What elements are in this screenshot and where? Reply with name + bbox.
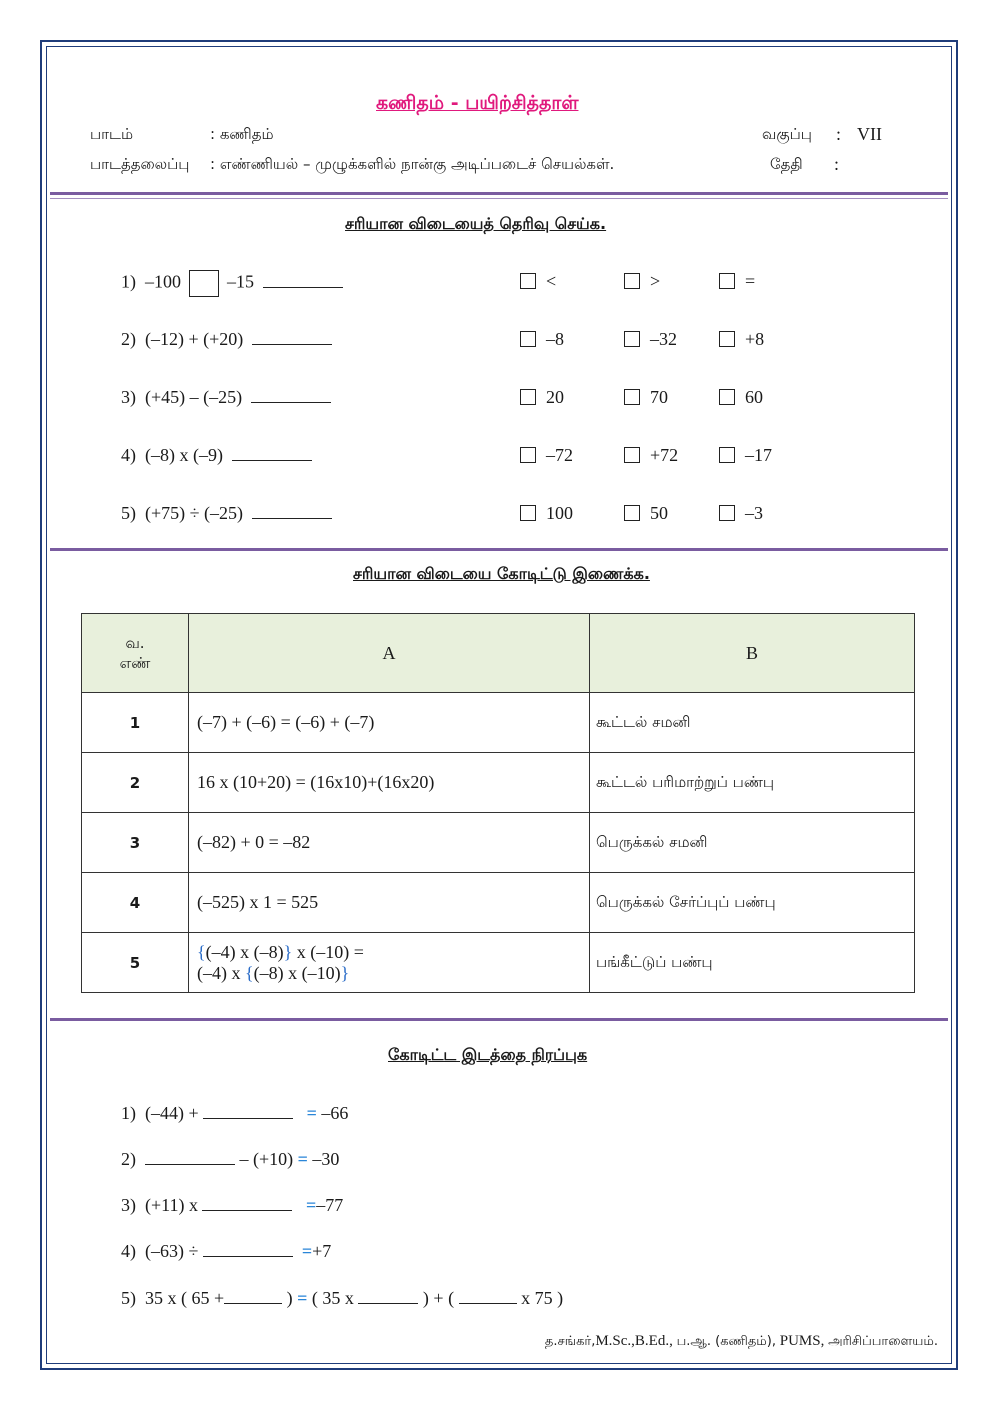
fill-question-5: 5) 35 x ( 65 + ) = ( 35 x ) + ( x 75 ) [121,1288,564,1308]
fill-question-4: 4) (–63) ÷ =+7 [121,1241,332,1261]
option-4a[interactable]: –72 [520,445,573,466]
option-2b[interactable]: –32 [624,329,677,350]
option-1a[interactable]: < [520,271,556,292]
checkbox-icon[interactable] [624,331,640,347]
fill-blank[interactable] [358,1289,418,1304]
option-5a[interactable]: 100 [520,503,573,524]
option-3a[interactable]: 20 [520,387,564,408]
fill-blank[interactable] [203,1104,293,1119]
option-4b[interactable]: +72 [624,445,678,466]
question-1-left: –100 [145,271,181,292]
fill-blank[interactable] [145,1150,235,1165]
option-5c[interactable]: –3 [719,503,763,524]
checkbox-icon[interactable] [520,447,536,463]
topic-label: பாடத்தலைப்பு [90,155,190,173]
section1-heading: சரியான விடையைத் தெரிவு செய்க. [345,214,607,233]
checkbox-icon[interactable] [624,505,640,521]
table-row: 3 (–82) + 0 = –82 பெருக்கல் சமனி [82,813,915,873]
header-divider-thin [50,198,948,199]
checkbox-icon[interactable] [719,447,735,463]
option-1c[interactable]: = [719,271,755,292]
checkbox-icon[interactable] [520,389,536,405]
checkbox-icon[interactable] [719,331,735,347]
subject-label: பாடம் [90,125,134,143]
fill-blank[interactable] [202,1196,292,1211]
option-3b[interactable]: 70 [624,387,668,408]
col-header-serial: வ. எண் [82,614,189,693]
author-credit: த.சங்கர்,M.Sc.,B.Ed., ப.ஆ. (கணிதம்), PUMS, அரிசிப்பாளையம். [544,1333,938,1349]
class-label: வகுப்பு [762,125,812,143]
checkbox-icon[interactable] [719,389,735,405]
option-2a[interactable]: –8 [520,329,564,350]
fill-question-2: 2) – (+10) = –30 [121,1149,340,1169]
answer-blank[interactable] [263,273,343,288]
matching-table [81,613,915,993]
answer-blank[interactable] [252,330,332,345]
table-row: 4 (–525) x 1 = 525 பெருக்கல் சேர்ப்புப் பண்பு [82,873,915,933]
answer-blank[interactable] [232,446,312,461]
answer-blank[interactable] [251,388,331,403]
question-2: 2) (–12) + (+20) [121,329,332,350]
table-row: 5 {(–4) x (–8)} x (–10) = (–4) x {(–8) x (–10)} பங்கீட்டுப் பண்பு [82,933,915,993]
subject-value: : கணிதம் [210,125,274,143]
checkbox-icon[interactable] [624,273,640,289]
table-header-row [82,614,915,693]
option-1b[interactable]: > [624,271,660,292]
col-header-b: B [590,614,915,693]
option-4c[interactable]: –17 [719,445,772,466]
option-3c[interactable]: 60 [719,387,763,408]
option-2c[interactable]: +8 [719,329,764,350]
question-4: 4) (–8) x (–9) [121,445,312,466]
fill-blank[interactable] [459,1289,517,1304]
section1-divider [50,548,948,551]
answer-blank[interactable] [252,504,332,519]
worksheet-title: கணிதம் - பயிற்சித்தாள் [376,92,579,114]
col-header-a: A [189,614,590,693]
fill-question-1: 1) (–44) + = –66 [121,1103,349,1123]
table-row: 1 (–7) + (–6) = (–6) + (–7) கூட்டல் சமனி [82,693,915,753]
fill-blank[interactable] [203,1242,293,1257]
comparison-answer-box[interactable] [189,270,219,297]
question-3: 3) (+45) – (–25) [121,387,331,408]
checkbox-icon[interactable] [719,273,735,289]
checkbox-icon[interactable] [719,505,735,521]
date-sep: : [834,154,840,174]
checkbox-icon[interactable] [520,505,536,521]
section3-heading: கோடிட்ட இடத்தை நிரப்புக [388,1045,588,1064]
question-5: 5) (+75) ÷ (–25) [121,503,332,524]
fill-question-3: 3) (+11) x =–77 [121,1195,344,1215]
checkbox-icon[interactable] [520,331,536,347]
fill-blank[interactable] [224,1289,282,1304]
option-5b[interactable]: 50 [624,503,668,524]
table-row: 2 16 x (10+20) = (16x10)+(16x20) கூட்டல் பரிமாற்றுப் பண்பு [82,753,915,813]
class-value: VII [857,124,882,144]
date-label: தேதி [770,155,803,173]
header-divider [50,192,948,195]
question-1: 1) –100 –15 [121,270,343,297]
checkbox-icon[interactable] [520,273,536,289]
section2-heading: சரியான விடையை கோடிட்டு இணைக்க. [353,564,650,583]
class-sep: : [836,124,842,144]
topic-value: : எண்ணியல் – முழுக்களில் நான்கு அடிப்படைச் செயல்கள். [210,155,615,173]
checkbox-icon[interactable] [624,389,640,405]
question-1-right: –15 [227,271,254,292]
section2-divider [50,1018,948,1021]
checkbox-icon[interactable] [624,447,640,463]
